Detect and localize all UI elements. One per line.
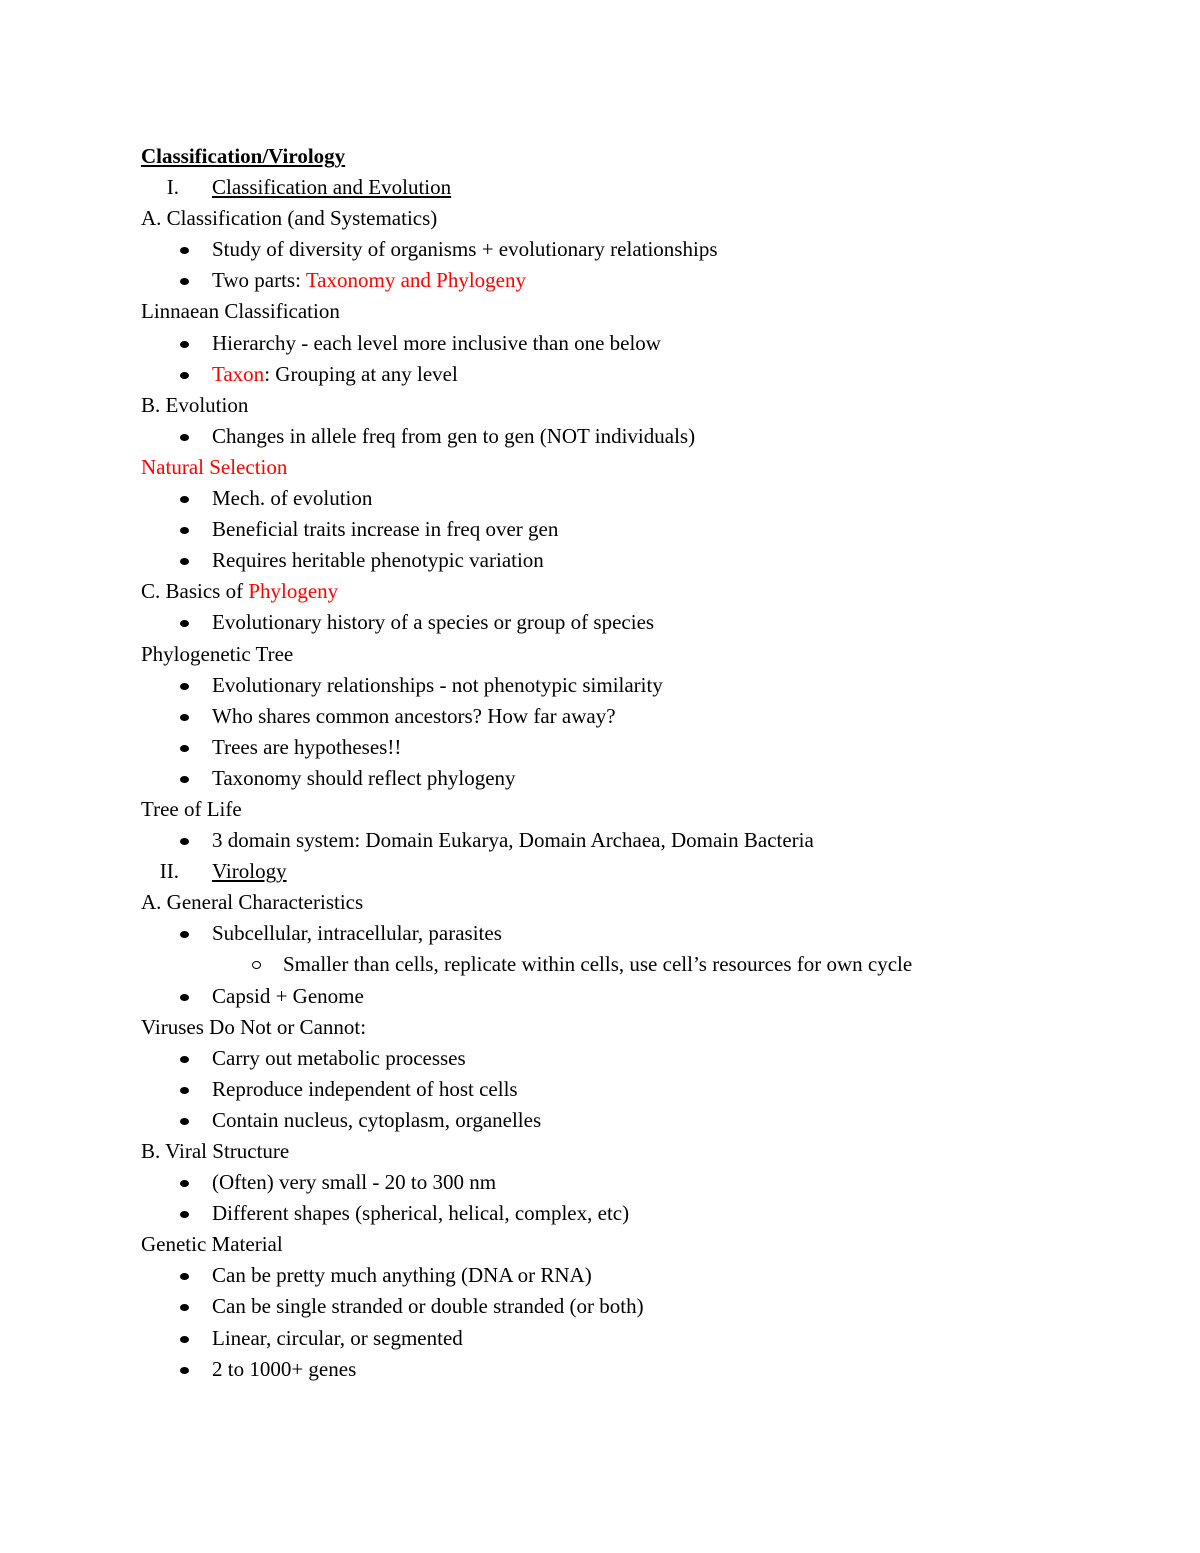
list-item: Evolutionary relationships - not phenotypic similarity	[141, 670, 1081, 701]
list-item: Beneficial traits increase in freq over gen	[141, 514, 1081, 545]
bullet-icon	[180, 1367, 189, 1374]
bullet-icon	[180, 341, 189, 348]
bullet-icon	[180, 434, 189, 441]
highlighted-term: Phylogeny	[248, 579, 339, 604]
bullet-icon	[180, 994, 189, 1001]
subheading: Tree of Life	[141, 796, 242, 821]
list-item: Subcellular, intracellular, parasites	[141, 918, 1081, 949]
subheading: Phylogenetic Tree	[141, 641, 294, 666]
section-numeral: II.	[159, 859, 179, 884]
list-item: (Often) very small - 20 to 300 nm	[141, 1167, 1081, 1198]
bullet-icon	[180, 1211, 189, 1218]
document-body	[141, 141, 1081, 1385]
highlighted-term: Taxon	[212, 361, 265, 386]
list-item: Can be pretty much anything (DNA or RNA)	[141, 1260, 1081, 1291]
list-item: 3 domain system: Domain Eukarya, Domain Archaea, Domain Bacteria	[141, 825, 1081, 856]
section-heading-text: Classification and Evolution	[212, 175, 452, 200]
list-item: Linear, circular, or segmented	[141, 1323, 1081, 1354]
bullet-icon	[180, 1056, 189, 1063]
list-item	[141, 265, 1081, 296]
list-item: Evolutionary history of a species or group of species	[141, 607, 1081, 638]
list-item: Contain nucleus, cytoplasm, organelles	[141, 1105, 1081, 1136]
bullet-icon	[180, 1118, 189, 1125]
bullet-icon	[180, 931, 189, 938]
subheading: Linnaean Classification	[141, 299, 340, 324]
bullet-icon	[180, 1180, 189, 1187]
list-item: Hierarchy - each level more inclusive than one below	[141, 328, 1081, 359]
bullet-icon	[180, 1336, 189, 1343]
hollow-bullet-icon	[252, 961, 261, 969]
list-item: Changes in allele freq from gen to gen (NOT individuals)	[141, 421, 1081, 452]
list-item: Reproduce independent of host cells	[141, 1074, 1081, 1105]
bullet-icon	[180, 1087, 189, 1094]
list-item: Different shapes (spherical, helical, complex, etc)	[141, 1198, 1081, 1229]
subheading: Genetic Material	[141, 1232, 283, 1257]
bullet-icon	[180, 620, 189, 627]
subheading: A. General Characteristics	[141, 890, 364, 915]
list-item: Study of diversity of organisms + evolutionary relationships	[141, 234, 1081, 265]
bullet-icon	[180, 714, 189, 721]
subheading: Viruses Do Not or Cannot:	[141, 1014, 367, 1039]
bullet-icon	[180, 372, 189, 379]
bullet-icon	[180, 278, 189, 285]
bullet-icon	[180, 1304, 189, 1311]
section-heading-text: Virology	[212, 859, 287, 884]
bullet-text: Two parts:	[212, 268, 306, 293]
list-item: Capsid + Genome	[141, 981, 1081, 1012]
bullet-icon	[180, 745, 189, 752]
bullet-icon	[180, 683, 189, 690]
document-title: Classification/Virology	[141, 144, 346, 168]
section-numeral: I.	[166, 175, 179, 200]
list-item: Carry out metabolic processes	[141, 1043, 1081, 1074]
section-heading-virology	[141, 856, 1081, 887]
list-item	[141, 359, 1081, 390]
list-item: Taxonomy should reflect phylogeny	[141, 763, 1081, 794]
bullet-icon	[180, 496, 189, 503]
sub-list-item: Smaller than cells, replicate within cells, use cell’s resources for own cycle	[141, 949, 1081, 980]
subheading: A. Classification (and Systematics)	[141, 206, 438, 231]
list-item: Mech. of evolution	[141, 483, 1081, 514]
subheading-highlighted: Natural Selection	[141, 454, 288, 479]
section-heading-classification	[141, 172, 1081, 203]
bullet-icon	[180, 838, 189, 845]
subheading: B. Viral Structure	[141, 1139, 290, 1163]
list-item: Trees are hypotheses!!	[141, 732, 1081, 763]
highlighted-term: Taxonomy and Phylogeny	[305, 268, 526, 293]
bullet-icon	[180, 1273, 189, 1280]
subheading: C. Basics of Phylogeny	[141, 579, 339, 604]
bullet-icon	[180, 247, 189, 254]
bullet-icon	[180, 527, 189, 534]
bullet-icon	[180, 558, 189, 565]
list-item: Who shares common ancestors? How far away?	[141, 701, 1081, 732]
bullet-icon	[180, 776, 189, 783]
subheading: B. Evolution	[141, 392, 249, 417]
list-item: Requires heritable phenotypic variation	[141, 545, 1081, 576]
list-item: 2 to 1000+ genes	[141, 1354, 1081, 1385]
list-item: Can be single stranded or double stranded (or both)	[141, 1291, 1081, 1322]
bullet-text: : Grouping at any level	[264, 361, 458, 386]
